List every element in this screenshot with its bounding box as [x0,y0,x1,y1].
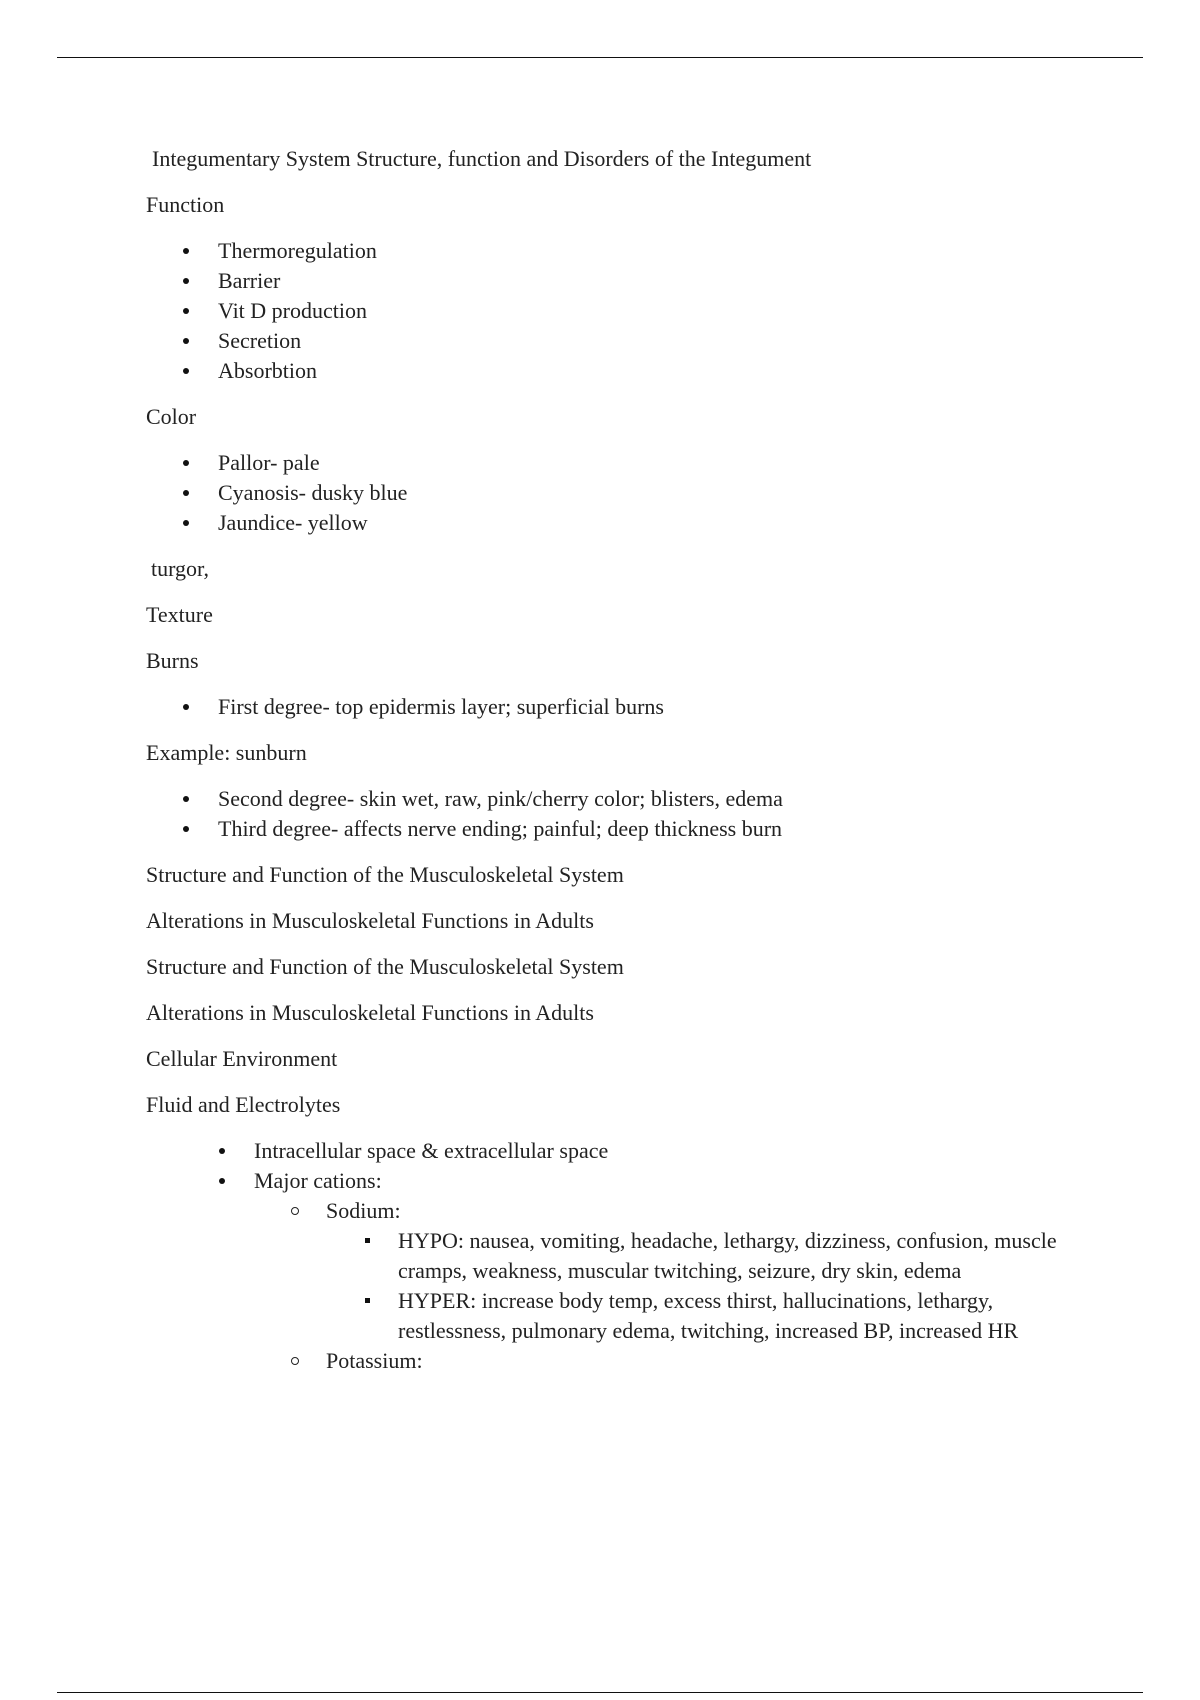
top-rule [57,57,1143,58]
list-item: Pallor- pale [146,448,1106,478]
msk-structure-heading-repeat: Structure and Function of the Musculoskeletal System [146,954,624,979]
document-page [146,144,1106,1376]
list-item: Secretion [146,326,1106,356]
list-item: Barrier [146,266,1106,296]
msk-structure-heading: Structure and Function of the Musculoskeletal System [146,862,624,887]
fluid-list [146,1136,1106,1376]
sodium-hypo-item: HYPO: nausea, vomiting, headache, lethargy, dizziness, confusion, muscle cramps, weakness, muscular twitching, seizure, dry skin, edema [326,1226,1088,1286]
texture-label: Texture [146,602,213,627]
msk-alterations-heading-repeat: Alterations in Musculoskeletal Functions in Adults [146,1000,594,1025]
sodium-hyper-item: HYPER: increase body temp, excess thirst, hallucinations, lethargy, restlessness, pulmonary edema, twitching, increased BP, increased HR [326,1286,1088,1346]
cations-list [254,1196,1106,1376]
sodium-label: Sodium: [326,1198,401,1223]
list-item [146,1166,1106,1376]
list-item: Intracellular space & extracellular space [146,1136,1106,1166]
color-heading: Color [146,404,197,429]
document-title: Integumentary System Structure, function and Disorders of the Integument [152,146,812,171]
list-item: Cyanosis- dusky blue [146,478,1106,508]
function-heading: Function [146,192,225,217]
burns-heading: Burns [146,648,199,673]
turgor-label: turgor, [151,556,209,581]
list-item: Thermoregulation [146,236,1106,266]
list-item [254,1196,1106,1346]
msk-alterations-heading: Alterations in Musculoskeletal Functions in Adults [146,908,594,933]
list-item: Second degree- skin wet, raw, pink/cherry color; blisters, edema [146,784,1106,814]
fluid-electrolytes-heading: Fluid and Electrolytes [146,1092,341,1117]
list-item: Absorbtion [146,356,1106,386]
burns-more-list [146,784,1106,844]
burns-first-list [146,692,1106,722]
list-item: Vit D production [146,296,1106,326]
list-item [254,1346,1106,1376]
cellular-environment-heading: Cellular Environment [146,1046,338,1071]
bottom-rule [57,1692,1143,1693]
burns-example: Example: sunburn [146,740,307,765]
function-list [146,236,1106,386]
list-item: First degree- top epidermis layer; superficial burns [146,692,1106,722]
sodium-list [326,1226,1106,1346]
list-item: Jaundice- yellow [146,508,1106,538]
list-item: Third degree- affects nerve ending; painful; deep thickness burn [146,814,1106,844]
color-list [146,448,1106,538]
major-cations-label: Major cations: [254,1168,382,1193]
potassium-label: Potassium: [326,1348,423,1373]
